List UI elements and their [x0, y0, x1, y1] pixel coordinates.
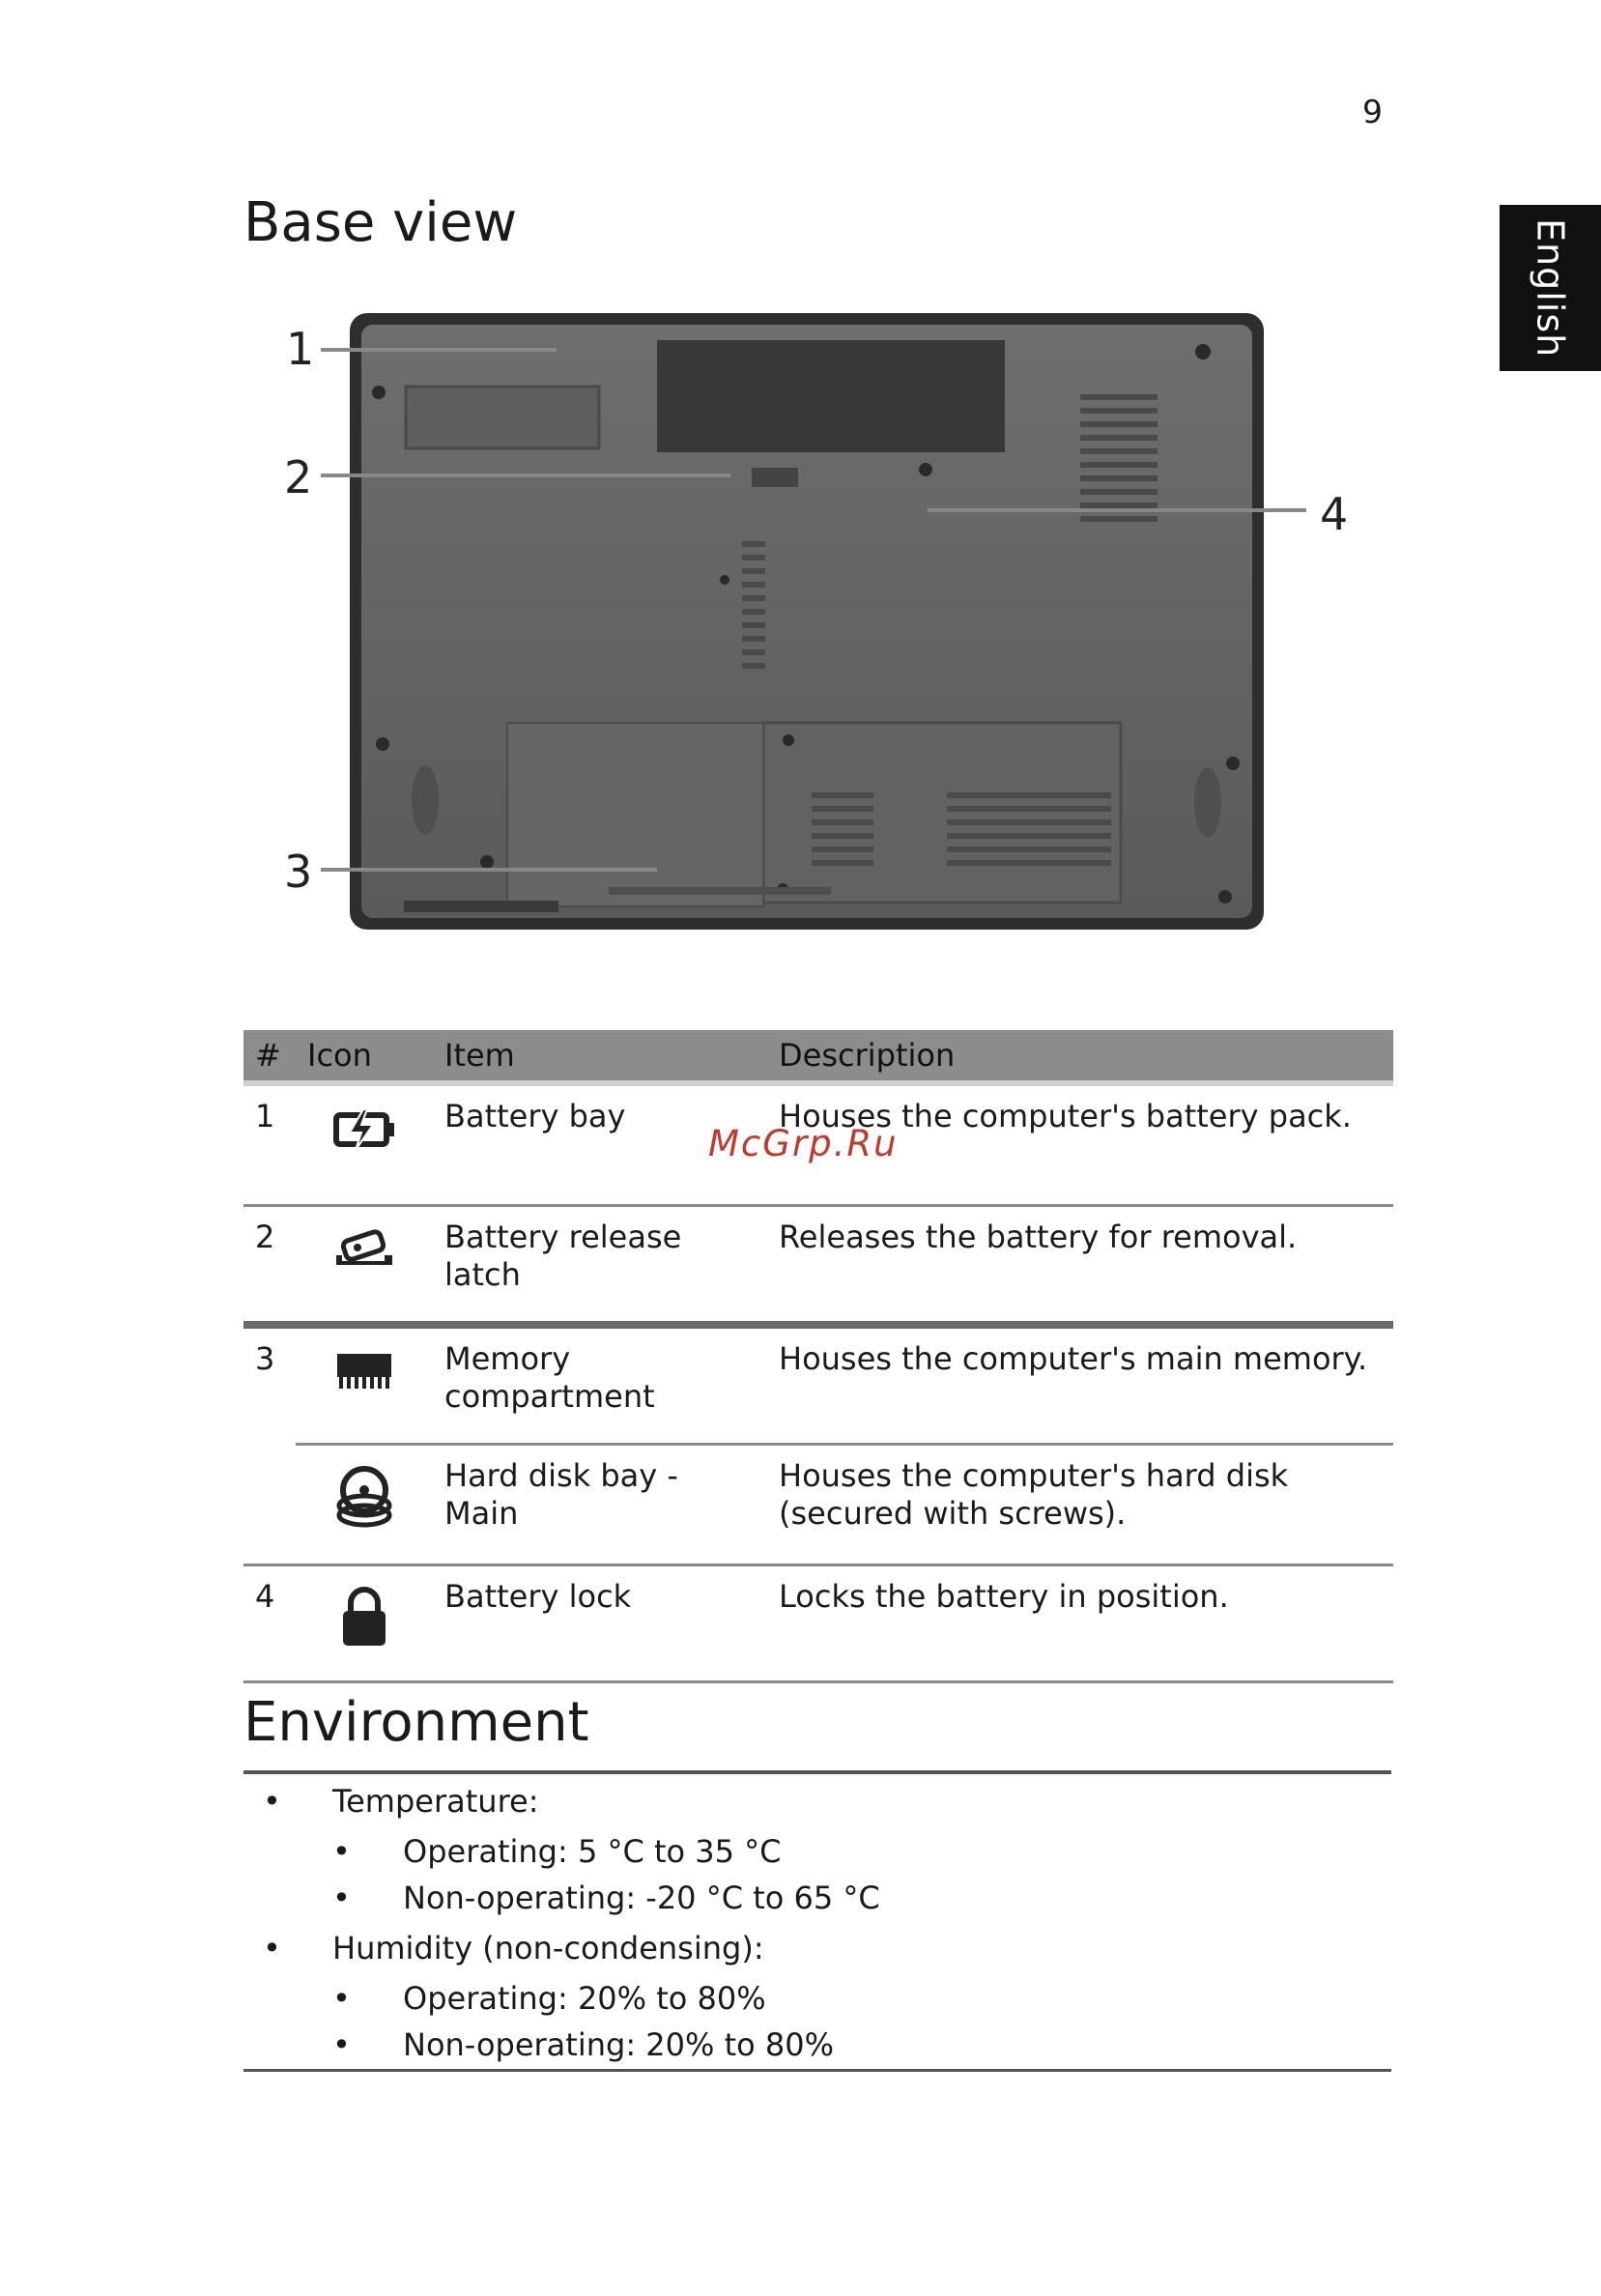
list-item-label: Humidity (non-condensing):	[332, 1930, 764, 1966]
list-subitem	[243, 1875, 1391, 1921]
row-item: Battery lock	[433, 1565, 767, 1682]
callout-3: 3	[284, 846, 313, 898]
laptop-base-illustration	[271, 290, 1372, 957]
rubber-foot-right	[1194, 767, 1221, 837]
bullet: •	[263, 1930, 281, 1966]
language-tab-label: English	[1529, 217, 1572, 359]
table-header-row	[243, 1030, 1393, 1083]
bullet: •	[332, 1833, 351, 1870]
row-item: Battery bay	[433, 1083, 767, 1206]
list-subitem-label: Non-operating: 20% to 80%	[403, 2026, 834, 2063]
list-subitem	[243, 1975, 1391, 2022]
list-subitem	[243, 2022, 1391, 2068]
row-description: Houses the computer's main memory.	[779, 1340, 1368, 1377]
environment-title: Environment	[243, 1691, 589, 1754]
page-number: 9	[1362, 93, 1383, 130]
callout-2: 2	[284, 451, 313, 503]
row-num	[243, 1445, 296, 1565]
watermark: McGrp.Ru	[708, 1123, 899, 1164]
row-item: Memory compartment	[444, 1340, 655, 1415]
laptop-base-diagram	[271, 290, 1372, 957]
memory-module-icon	[333, 1348, 395, 1392]
row-description: Releases the battery for removal.	[767, 1206, 1393, 1326]
battery-release-latch-icon	[330, 1226, 398, 1275]
bullet: •	[332, 1980, 351, 2017]
callout-1: 1	[286, 323, 315, 375]
rubber-foot-left	[412, 765, 439, 835]
row-num: 4	[243, 1565, 296, 1682]
table-row	[243, 1565, 1393, 1682]
header-num: #	[243, 1030, 296, 1083]
header-icon: Icon	[296, 1030, 433, 1083]
language-tab	[1500, 205, 1601, 371]
battery-bay	[657, 340, 1005, 452]
list-item	[243, 1774, 1391, 1828]
battery-release-latch	[752, 468, 798, 487]
list-item-label: Temperature:	[332, 1783, 539, 1820]
battery-latch-area	[406, 387, 599, 448]
bullet: •	[332, 1880, 351, 1916]
lock-icon	[337, 1586, 391, 1650]
header-description: Description	[767, 1030, 1393, 1083]
hard-disk-icon	[333, 1465, 395, 1531]
hdd-cover	[507, 723, 763, 906]
bullet: •	[332, 2026, 351, 2063]
environment-list	[243, 1774, 1391, 2068]
bullet: •	[263, 1783, 281, 1820]
environment-bottom-rule	[243, 2069, 1391, 2072]
row-num: 2	[243, 1206, 296, 1326]
header-item: Item	[433, 1030, 767, 1083]
list-item	[243, 1921, 1391, 1975]
memory-hdd-cover	[763, 723, 1121, 903]
battery-charge-icon	[330, 1105, 398, 1152]
list-subitem-label: Non-operating: -20 °C to 65 °C	[403, 1880, 880, 1916]
table-row	[243, 1325, 1393, 1445]
list-subitem-label: Operating: 5 °C to 35 °C	[403, 1833, 782, 1870]
table-row	[243, 1445, 1393, 1565]
base-view-title: Base view	[243, 191, 518, 254]
row-num: 1	[243, 1083, 296, 1206]
row-description: Houses the computer's hard disk (secured with screws).	[767, 1445, 1393, 1565]
row-description: Houses the computer's battery pack.	[767, 1083, 1393, 1206]
callout-4: 4	[1320, 488, 1349, 540]
row-item: Battery release latch	[433, 1206, 767, 1326]
row-num: 3	[255, 1340, 275, 1377]
row-description: Locks the battery in position.	[767, 1565, 1393, 1682]
list-subitem-label: Operating: 20% to 80%	[403, 1980, 766, 2017]
row-item: Hard disk bay - Main	[433, 1445, 767, 1565]
front-edge-slot	[404, 901, 558, 912]
table-row	[243, 1206, 1393, 1326]
bottom-strip	[609, 887, 831, 895]
list-subitem	[243, 1828, 1391, 1875]
